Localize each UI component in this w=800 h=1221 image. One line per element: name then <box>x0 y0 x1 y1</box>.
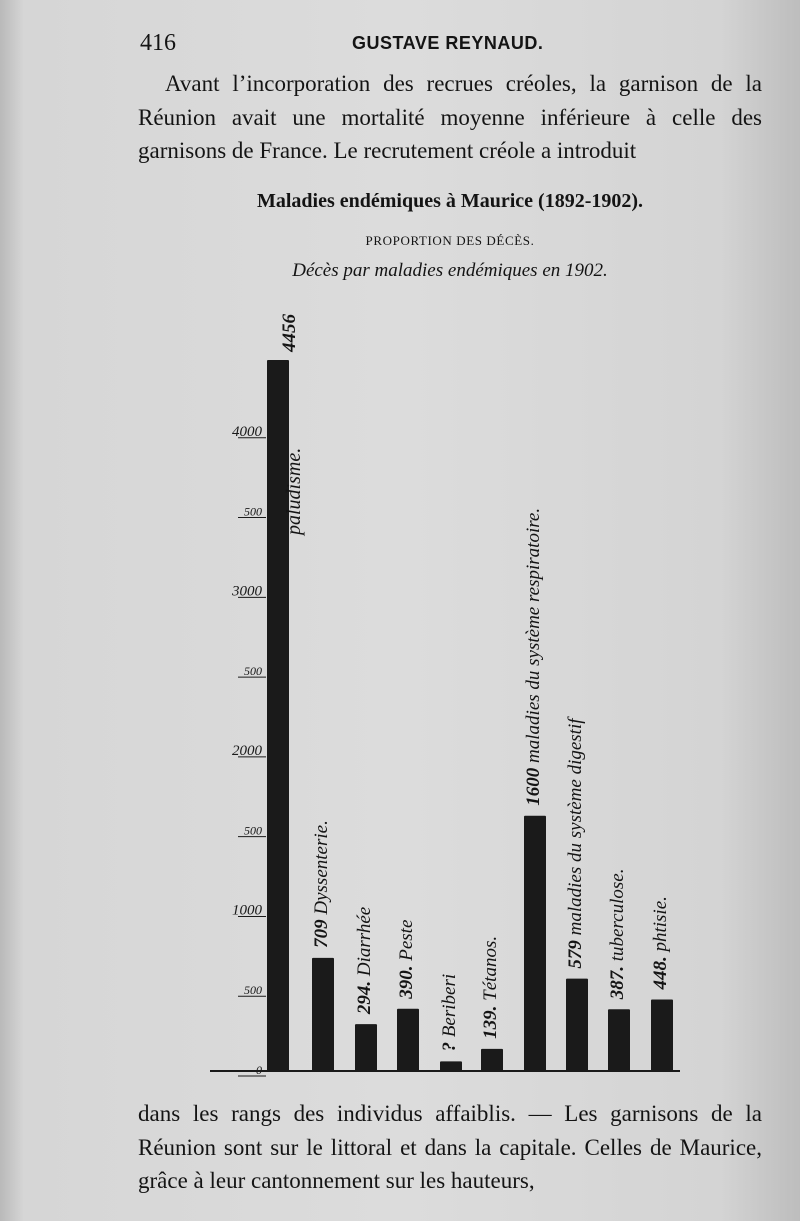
y-tick-label: 0 <box>256 1063 262 1077</box>
y-tick-label: 500 <box>244 504 262 519</box>
data-label: 1600 <box>523 762 545 806</box>
category-label: tuberculose. <box>607 868 629 962</box>
running-head: GUSTAVE REYNAUD. <box>352 33 544 53</box>
category-label: Tétanos. <box>480 935 502 1001</box>
bar-label <box>279 314 300 354</box>
category-label: Beriberi <box>439 973 461 1038</box>
bar <box>355 1024 377 1071</box>
bar <box>481 1049 503 1071</box>
bar <box>397 1009 419 1071</box>
category-label: Dyssenterie. <box>311 820 333 915</box>
data-label: ? <box>439 1037 461 1052</box>
chart-subtitle: PROPORTION DES DÉCÈS. <box>365 233 535 248</box>
y-tick-label: 500 <box>244 664 262 679</box>
data-label: 387. <box>607 961 629 1000</box>
category-label: maladies du système digestif <box>565 718 587 936</box>
bar <box>566 979 588 1071</box>
bar-label <box>439 974 460 1052</box>
chart-title: Maladies endémiques à Maurice (1892-1902). <box>256 190 644 212</box>
bar <box>312 958 334 1071</box>
category-label: phtisie. <box>650 896 672 952</box>
bar-label <box>565 716 586 969</box>
bar-label <box>523 508 544 806</box>
y-tick-label: 3000 <box>232 583 262 600</box>
bar <box>440 1061 462 1071</box>
data-label: 294. <box>354 976 376 1015</box>
data-label: 390. <box>396 960 418 999</box>
paragraph-bottom: dans les rangs des individus affaiblis. — Les garnisons de la Réunion sont sur le littoral et dans la capitale. Celles de Maurice, grâce à leur cantonnement sur les hauteurs, <box>138 1101 762 1193</box>
data-label: 4456 <box>279 314 301 352</box>
data-label: 709 <box>311 914 333 948</box>
y-tick-label: 2000 <box>232 742 262 759</box>
bar-label <box>396 920 417 1000</box>
bar-label <box>650 896 671 990</box>
bar-label <box>311 820 332 948</box>
y-tick-label: 1000 <box>232 902 262 919</box>
category-label: paludisme. <box>283 447 305 535</box>
category-label: maladies du système respiratoire. <box>523 507 545 763</box>
category-label: Peste <box>396 919 418 961</box>
bar <box>651 1000 673 1071</box>
bar-label <box>354 907 375 1015</box>
page-number: 416 <box>140 30 176 56</box>
data-label: 139. <box>480 1000 502 1039</box>
y-tick-label: 500 <box>244 823 262 838</box>
data-label: 448. <box>650 951 672 990</box>
paragraph-top: Avant l’incorporation des recrues créoles, la garnison de la Réunion avait une mortalité moyenne inférieure à celle des garnisons de France. Le recrutement créole a introduit <box>138 71 762 163</box>
bar <box>524 816 546 1071</box>
y-tick-label: 4000 <box>232 423 262 440</box>
category-label: Diarrhée <box>354 906 376 977</box>
data-label: 579 <box>565 935 587 969</box>
bar <box>608 1009 630 1071</box>
bar-label <box>607 869 628 1001</box>
chart-caption: Décès par maladies endémiques en 1902. <box>292 260 608 281</box>
bar-label <box>480 936 501 1039</box>
y-tick-label: 500 <box>244 983 262 998</box>
